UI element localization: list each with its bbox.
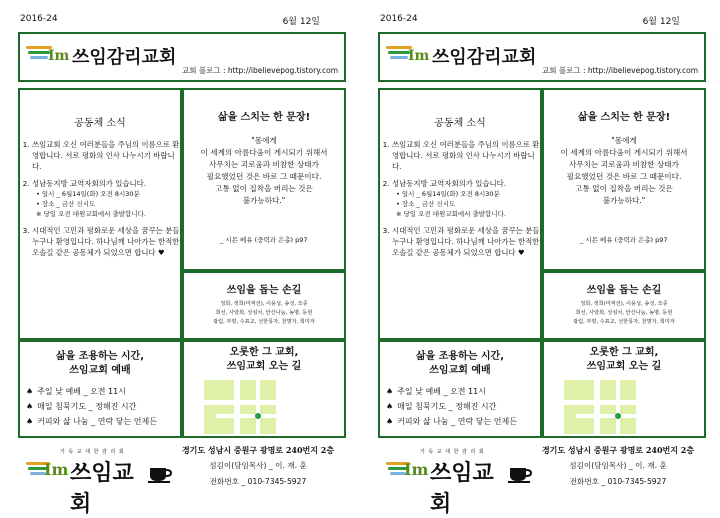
directions-title [184, 346, 344, 374]
worship-time: 정해진 시간 [95, 402, 137, 411]
title-line: 오롯한 그 교회, [589, 347, 659, 358]
quote-title: 삶을 스치는 한 문장! [217, 112, 311, 123]
helpers-line: 광림, 부평, 수표교, 선한목자, 천명자, 희미자 [573, 319, 675, 325]
directions-box [542, 340, 706, 438]
quote-text [184, 135, 344, 207]
issue-number: 2016-24 [380, 14, 418, 24]
worship-label: 주일 낮 예배 [37, 387, 81, 396]
logo-im: Im [48, 48, 70, 64]
separator: _ [86, 402, 96, 411]
news-item-text: 1. 쓰임교회 오신 여러분들을 주님의 이름으로 환영합니다. 서로 평화의 인사 나누시기 바랍니다. [32, 140, 180, 171]
title-line: 쓰임교회 예배 [69, 365, 131, 376]
worship-list [20, 384, 180, 429]
spade-icon: ♠ [386, 387, 394, 396]
title-line: 오롯한 그 교회, [229, 347, 299, 358]
community-news [378, 88, 542, 340]
title-line: 쓰임교회 오는 길 [226, 361, 302, 372]
blog-link[interactable]: 교회 블로그 : http://ibelievepog.tistory.com [542, 66, 698, 75]
bulletin-page [370, 0, 710, 517]
separator: _ [440, 387, 450, 396]
footer [378, 442, 706, 517]
helpers-names [544, 300, 704, 327]
blog-link[interactable]: 교회 블로그 : http://ibelievepog.tistory.com [182, 66, 338, 75]
contact-info [168, 442, 348, 490]
news-item-text: 3. 시대적인 고민과 평화로운 세상을 꿈꾸는 분들 누구나 환영입니다. 하나님께 나아가는 한적한 오솔길 같은 공동체가 되었으면 합니다 ♥ [392, 226, 540, 257]
directions-box [182, 340, 346, 438]
news-item [392, 139, 540, 172]
issue-date: 6월 12일 [282, 17, 320, 27]
address: 경기도 성남시 중원구 광명로 240번지 2층 [181, 445, 335, 455]
news-item [32, 225, 180, 258]
footer-logo [386, 448, 506, 517]
quote-line: 필요했었던 것은 바로 그 때문이다. [566, 172, 682, 181]
worship-item [386, 384, 540, 399]
quote-line: 불가능하다." [242, 196, 286, 205]
worship-time: 연락 닿는 언제든 [97, 417, 157, 426]
church-name: 쓰임감리교회 [72, 47, 177, 68]
quote-box [542, 88, 706, 271]
denomination-tag: 기 독 교 대 한 감 리 회 [60, 449, 125, 455]
worship-title [380, 350, 540, 378]
title-line: 삶을 조용하는 시간, [55, 351, 145, 362]
news-item-detail: ※ 당일 오전 대원교회에서 출발합니다. [396, 210, 506, 218]
quote-title: 삶을 스치는 한 문장! [577, 112, 671, 123]
separator: _ [80, 387, 90, 396]
worship-item [26, 414, 180, 429]
logo-im: Im [404, 460, 429, 479]
quote-line: 이 세계의 아름다움이 게시되기 위해서 [200, 148, 328, 157]
worship-label: 주일 낮 예배 [397, 387, 441, 396]
spade-icon: ♠ [26, 402, 34, 411]
helpers-line: 광림, 부평, 수표교, 선한목자, 천명자, 희미자 [213, 319, 315, 325]
spade-icon: ♠ [386, 402, 394, 411]
banner [18, 32, 346, 82]
news-item [392, 225, 540, 258]
footer-logo [26, 448, 146, 517]
banner [378, 32, 706, 82]
quote-box [182, 88, 346, 271]
separator: _ [446, 402, 456, 411]
bulletin-page [10, 0, 350, 517]
quote-line: 사무치는 괴로움과 비참한 상태가 [569, 160, 679, 169]
helpers-names [184, 300, 344, 327]
news-item-text: 2. 성남동지방 교역자회의가 있습니다. [392, 179, 507, 188]
news-list [20, 139, 180, 258]
news-title: 공동체 소식 [74, 118, 126, 129]
pastor: 섬김이(담임목사) _ 이. 재. 훈 [209, 461, 307, 470]
directions-title [544, 346, 704, 374]
news-item [32, 139, 180, 172]
separator: _ [448, 417, 458, 426]
news-item-detail: ※ 당일 오전 대원교회에서 출발합니다. [36, 210, 146, 218]
spade-icon: ♠ [26, 387, 34, 396]
worship-title [20, 350, 180, 378]
worship-item [26, 399, 180, 414]
news-item-detail: • 일시 _ 6월14일(화) 오전 8시30분 [396, 190, 500, 198]
spade-icon: ♠ [26, 417, 34, 426]
address: 경기도 성남시 중원구 광명로 240번지 2층 [541, 445, 695, 455]
church-name: 쓰임감리교회 [432, 47, 537, 68]
title-line: 쓰임교회 예배 [429, 365, 491, 376]
worship-time: 정해진 시간 [455, 402, 497, 411]
quote-line: "몸에게 [611, 136, 637, 145]
news-item [392, 178, 540, 219]
helpers-box [182, 271, 346, 340]
phone: 전화번호 _ 010-7345-5927 [209, 477, 307, 486]
helpers-title: 쓰임을 돕는 손길 [226, 285, 302, 296]
map-image [564, 380, 636, 434]
helpers-line: 정희, 정희(미역선), 이용성, 송성, 모종 [220, 301, 308, 307]
quote-line: 이 세계의 아름다움이 게시되기 위해서 [560, 148, 688, 157]
phone: 전화번호 _ 010-7345-5927 [569, 477, 667, 486]
helpers-title: 쓰임을 돕는 손길 [586, 285, 662, 296]
worship-label: 매일 침묵기도 [397, 402, 447, 411]
quote-source: _ 시몬 베유 (중력과 은총) p97 [580, 236, 668, 244]
church-logo [386, 40, 546, 68]
denomination-tag: 기 독 교 대 한 감 리 회 [420, 449, 485, 455]
footer-church-name: 쓰임교회 [430, 461, 494, 517]
news-item-detail: • 장소 _ 금산 신시도 [36, 200, 96, 208]
news-item-text: 2. 성남동지방 교역자회의가 있습니다. [32, 179, 147, 188]
footer [18, 442, 346, 517]
map-image [204, 380, 276, 434]
title-line: 삶을 조용하는 시간, [415, 351, 505, 362]
worship-time: 연락 닿는 언제든 [457, 417, 517, 426]
quote-source: _ 시몬 베유 (중력과 은총) p97 [220, 236, 308, 244]
worship-item [26, 384, 180, 399]
issue-date: 6월 12일 [642, 17, 680, 27]
quote-line: 고통 없이 집착을 버리는 것은 [575, 184, 673, 193]
news-item-text: 1. 쓰임교회 오신 여러분들을 주님의 이름으로 환영합니다. 서로 평화의 인사 나누시기 바랍니다. [392, 140, 540, 171]
news-title: 공동체 소식 [434, 118, 486, 129]
logo-im: Im [44, 460, 69, 479]
separator: _ [88, 417, 98, 426]
news-item-detail: • 일시 _ 6월14일(화) 오전 8시30분 [36, 190, 140, 198]
news-list [380, 139, 540, 258]
worship-label: 매일 침묵기도 [37, 402, 87, 411]
helpers-box [542, 271, 706, 340]
issue-number: 2016-24 [20, 14, 58, 24]
worship-label: 커피와 삶 나눔 [397, 417, 449, 426]
title-line: 쓰임교회 오는 길 [586, 361, 662, 372]
logo-im: Im [408, 48, 430, 64]
worship-item [386, 399, 540, 414]
contact-info [528, 442, 708, 490]
worship-time: 오전 11시 [450, 387, 486, 396]
quote-line: 필요했었던 것은 바로 그 때문이다. [206, 172, 322, 181]
news-item [32, 178, 180, 219]
worship-time: 오전 11시 [90, 387, 126, 396]
quote-text [544, 135, 704, 207]
worship-box [378, 340, 542, 438]
quote-line: "몸에게 [251, 136, 277, 145]
helpers-line: 희선, 사랑희, 성심치, 안산나눔, 농명, 동현 [575, 310, 673, 316]
news-item-detail: • 장소 _ 금산 신시도 [396, 200, 456, 208]
helpers-line: 희선, 사랑희, 성심치, 안산나눔, 농명, 동현 [215, 310, 313, 316]
footer-church-name: 쓰임교회 [70, 461, 134, 517]
spade-icon: ♠ [386, 417, 394, 426]
quote-line: 불가능하다." [602, 196, 646, 205]
church-logo [26, 40, 186, 68]
community-news [18, 88, 182, 340]
quote-line: 사무치는 괴로움과 비참한 상태가 [209, 160, 319, 169]
pastor: 섬김이(담임목사) _ 이. 재. 훈 [569, 461, 667, 470]
worship-label: 커피와 삶 나눔 [37, 417, 89, 426]
news-item-text: 3. 시대적인 고민과 평화로운 세상을 꿈꾸는 분들 누구나 환영입니다. 하나님께 나아가는 한적한 오솔길 같은 공동체가 되었으면 합니다 ♥ [32, 226, 180, 257]
quote-line: 고통 없이 집착을 버리는 것은 [215, 184, 313, 193]
worship-box [18, 340, 182, 438]
worship-list [380, 384, 540, 429]
worship-item [386, 414, 540, 429]
helpers-line: 정희, 정희(미역선), 이용성, 송성, 모종 [580, 301, 668, 307]
